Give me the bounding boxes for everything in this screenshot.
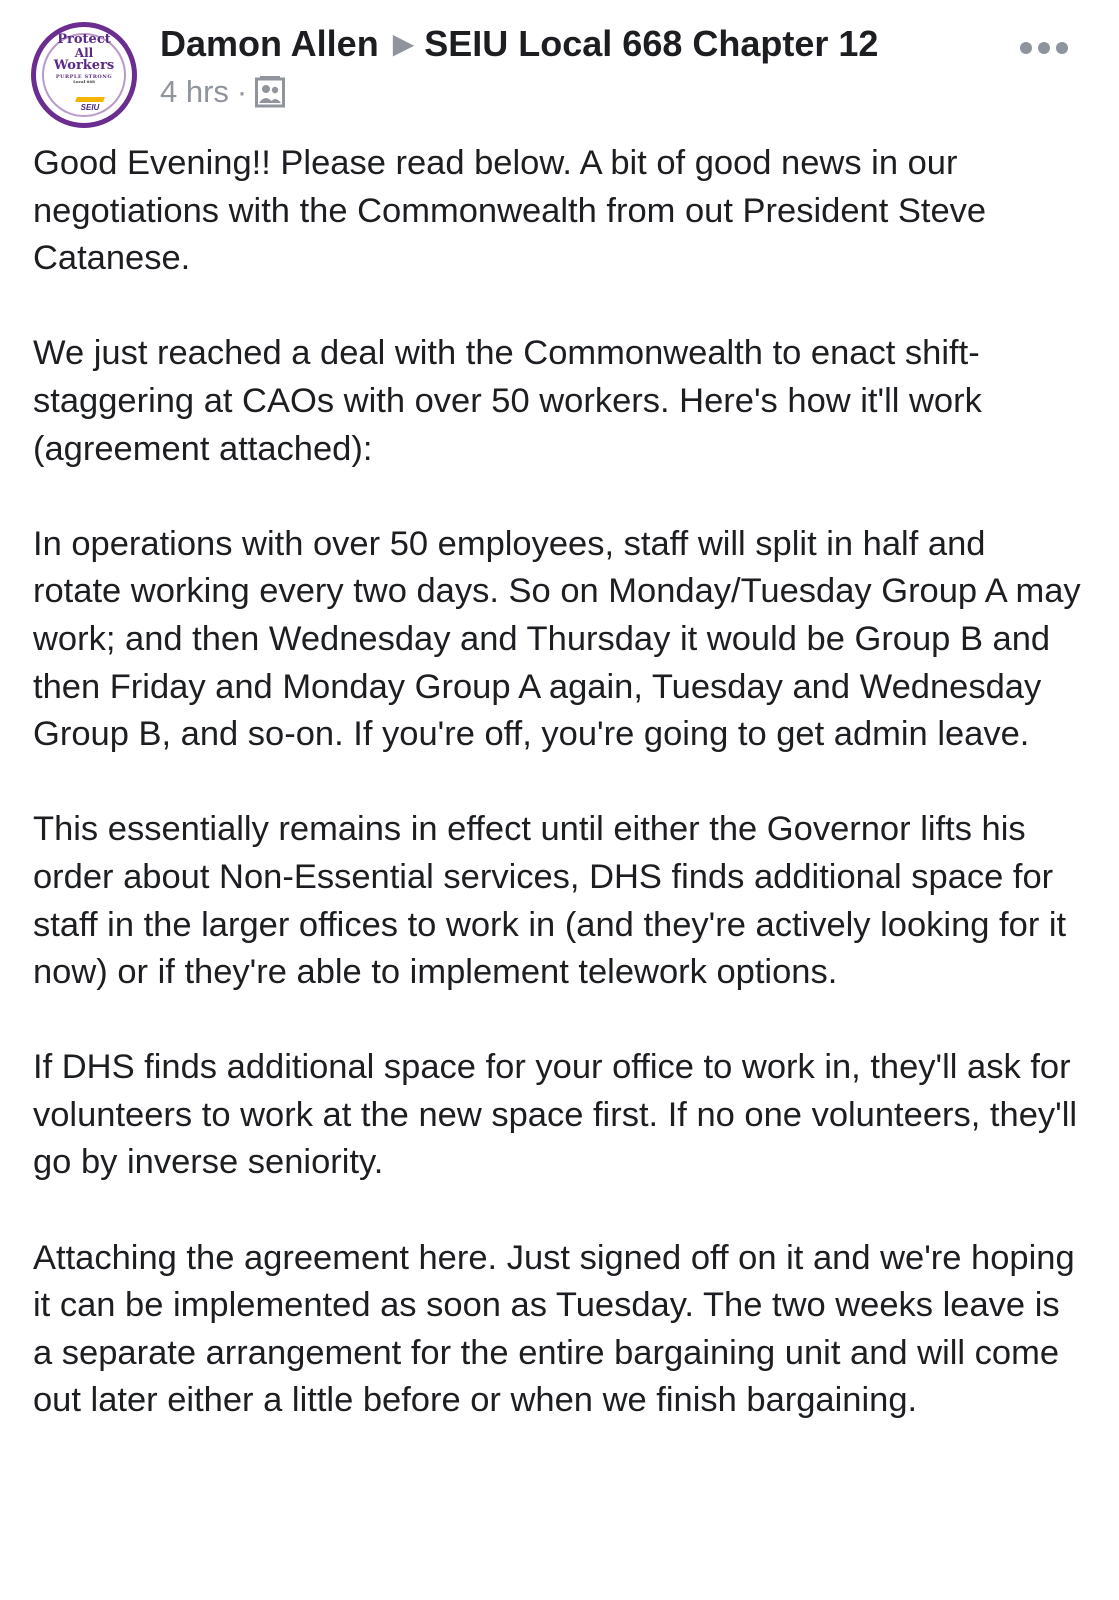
post-meta (160, 72, 285, 112)
post-paragraph: This essentially remains in effect until either the Governor lifts his order about Non-Essential services, DHS finds additional space for staff in the larger offices to work in (and they're actively looking for it now) or if they're able to implement telework options. (33, 810, 1067, 992)
seiu-logo-icon (76, 97, 104, 115)
seiu-logo-text: SEIU (80, 103, 100, 112)
arrow-right-icon: ▶ (392, 28, 415, 59)
avatar-text-line4: PURPLE STRONG (55, 73, 113, 80)
avatar-text-line3: Workers (53, 58, 115, 74)
avatar-text-line5: Local 668 (73, 79, 95, 85)
post-paragraph: If DHS finds additional space for your office to work in, they'll ask for volunteers to work at the new space first. If no one volunteers, they'll go by inverse seniority. (33, 1048, 1078, 1182)
post-paragraph: Attaching the agreement here. Just signed off on it and we're hoping it can be implemented as soon as Tuesday. The two weeks leave is a separate arrangement for the entire bargaining unit and will come out later either a little before or when we finish bargaining. (33, 1238, 1075, 1420)
author-name-link[interactable]: Damon Allen (160, 23, 379, 64)
group-audience-icon[interactable] (255, 76, 285, 108)
post-paragraph: Good Evening!! Please read below. A bit of good news in our negotiations with the Commonwealth from out President Steve Catanese. (33, 144, 987, 278)
post-paragraph: In operations with over 50 employees, staff will split in half and rotate working every two days. So on Monday/Tuesday Group A may work; and then Wednesday and Thursday it would be Group B and then Friday and Monday Group A again, Tuesday and Wednesday Group B, and so-on. If you're off, you're going to get admin leave. (33, 524, 1081, 754)
meta-separator: · (236, 74, 248, 109)
post-title (160, 22, 878, 66)
avatar-text-line2: All (74, 45, 94, 60)
avatar-logo-text (36, 33, 132, 84)
post-paragraph: We just reached a deal with the Commonwealth to enact shift-staggering at CAOs with over 50 workers. Here's how it'll work (agreement attached): (33, 334, 982, 468)
post-timestamp[interactable]: 4 hrs (160, 74, 229, 109)
avatar-text-line1: Protect (57, 32, 111, 47)
post-body (33, 140, 1083, 1473)
group-name-link[interactable]: SEIU Local 668 Chapter 12 (424, 23, 879, 64)
avatar[interactable] (31, 22, 137, 128)
post-header (0, 0, 1119, 135)
more-options-icon[interactable] (1020, 38, 1070, 58)
